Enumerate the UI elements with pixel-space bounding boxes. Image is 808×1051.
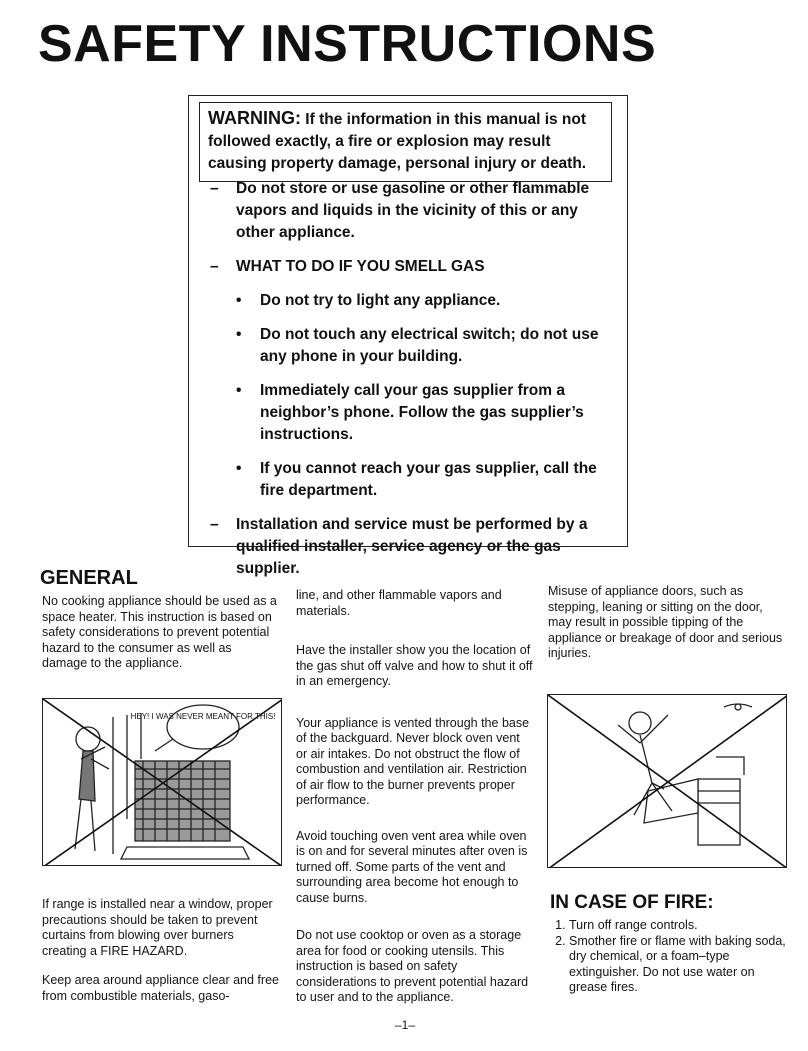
paragraph: If range is installed near a window, proper precautions should be taken to prevent curtains from blowing over burners creating a FIRE HAZARD. [42,897,273,958]
paragraph: Misuse of appliance doors, such as stepping, leaning or sitting on the door, may result in possible tipping of the appliance or breakage of door and serious injuries. [548,584,783,660]
paragraph: Avoid touching oven vent area while oven is on and for several minutes after oven is turned off. Some parts of the vent and surrounding area become hot enough to cause burns. [296,828,528,905]
fire-step: 1. Turn off range controls. [569,918,791,934]
column-1 [42,594,280,686]
warning-item: – Do not store or use gasoline or other flammable vapors and liquids in the vicinity of this or any other appliance. [210,178,615,244]
page-title: SAFETY INSTRUCTIONS [38,15,657,73]
paragraph: Do not use cooktop or oven as a storage area for food or cooking utensils. This instruction is based on safety considerations to prevent potential hazard to user and to the appliance. [296,928,529,1004]
warning-text: If the information in this manual is not followed exactly, a fire or explosion may result causing property damage, personal injury or death. [208,111,587,172]
gas-step: • Immediately call your gas supplier from a neighbor’s phone. Follow the gas supplier’s instructions. [210,380,615,446]
paragraph: line, and other flammable vapors and materials. [296,588,502,618]
page-number: –1– [395,1018,416,1032]
warning-item: – WHAT TO DO IF YOU SMELL GAS [210,256,615,278]
gas-step: • Do not touch any electrical switch; do not use any phone in your building. [210,324,615,368]
warning-lead: WARNING: [208,108,301,128]
column-2 [296,588,534,1020]
gas-step: • Do not try to light any appliance. [210,290,615,312]
gas-step: • If you cannot reach your gas supplier, call the fire department. [210,458,615,502]
paragraph: No cooking appliance should be used as a space heater. This instruction is based on safety considerations to prevent potential hazard to the consumer as well as damage to the appliance. [42,594,277,670]
fire-step: 2. Smother fire or flame with baking soda, dry chemical, or a foam–type extinguisher. Do not use water on grease fires. [569,934,791,996]
door-misuse-illustration [547,694,787,868]
paragraph: Have the installer show you the location of the gas shut off valve and how to shut it off in an emergency. [296,643,533,688]
general-heading: GENERAL [40,567,138,589]
column-1b [42,897,280,1018]
bubble-line: HEY! I WAS NEVER MEANT FOR THIS! [130,712,276,721]
warning-statement [199,102,612,182]
column-3 [548,584,788,676]
space-heater-illustration [42,698,282,866]
fire-heading: IN CASE OF FIRE: [550,892,714,913]
paragraph: Your appliance is vented through the base of the backguard. Never block oven vent or air intakes. Do not obstruct the flow of combustion and ventilation air. Restriction of air flow to the burner prevents proper performance. [296,715,530,807]
warning-item: – Installation and service must be performed by a qualified installer, service agency or the gas supplier. [210,514,615,580]
paragraph: Keep area around appliance clear and free from combustible materials, gaso- [42,973,279,1003]
fire-steps [551,918,791,996]
warning-list [210,178,615,592]
